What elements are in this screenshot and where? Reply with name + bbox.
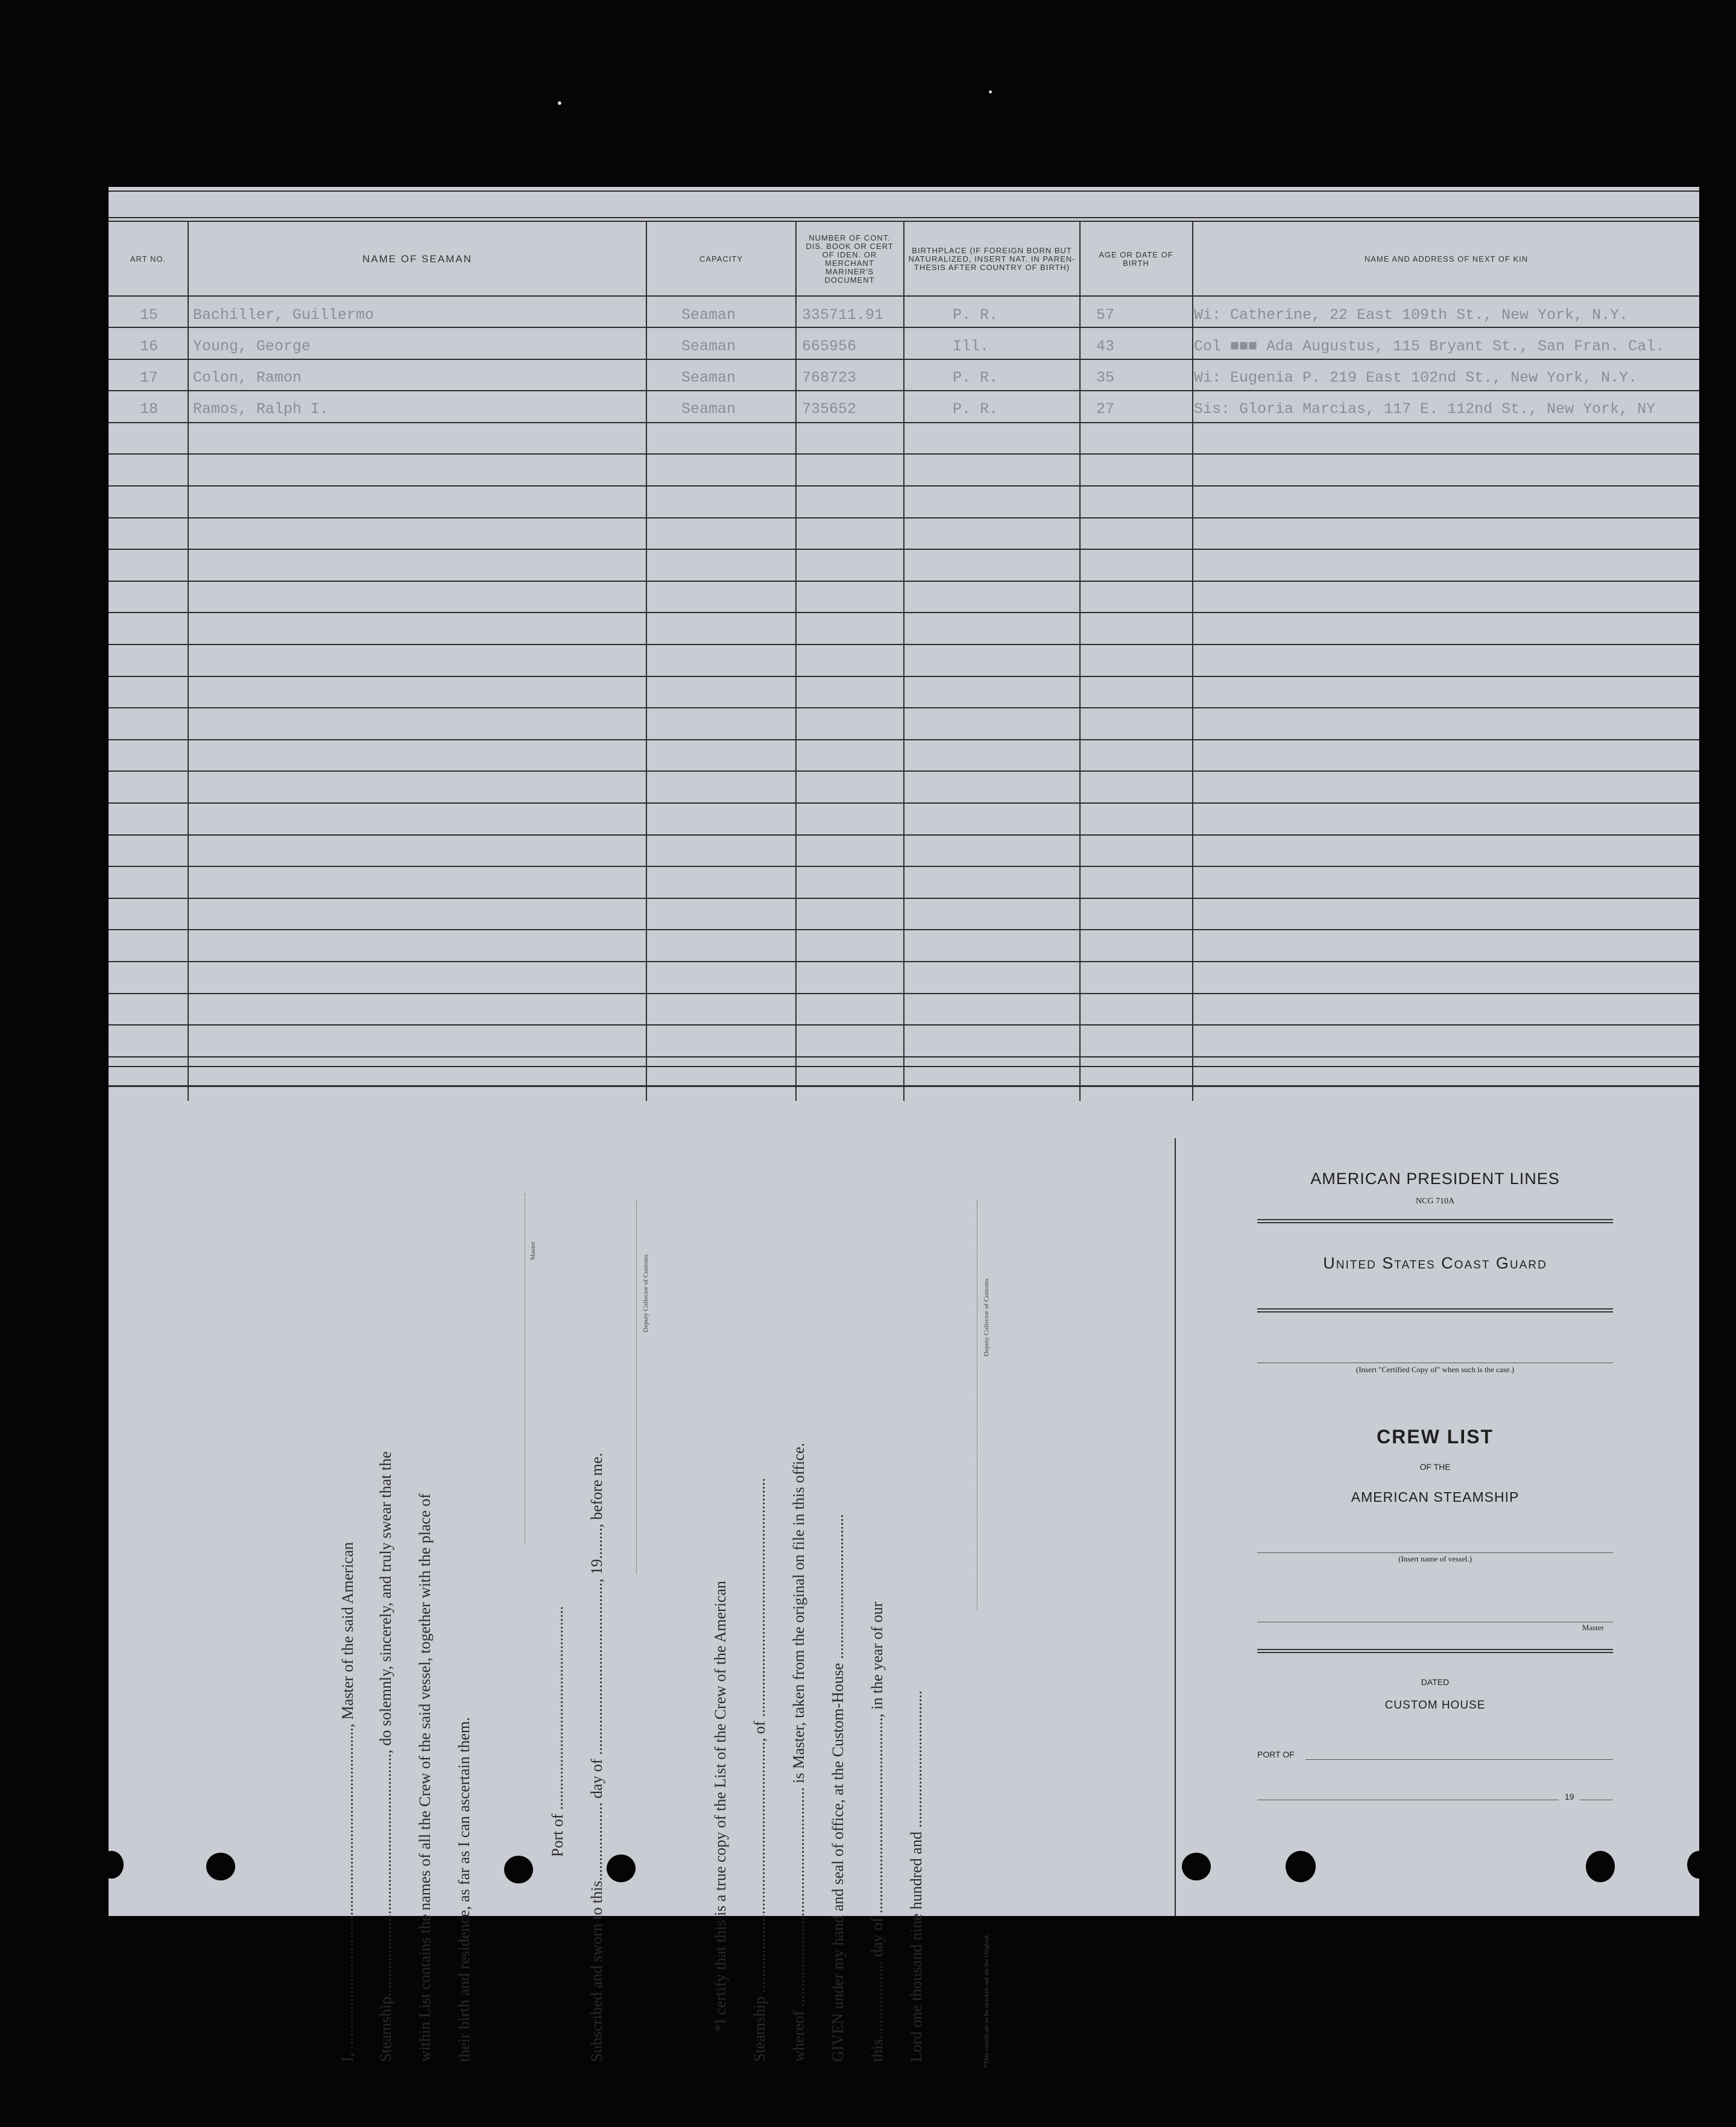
row-rule [109,739,1699,740]
dust-speck [989,90,992,93]
certificate-line-3: whereof ........................................................ is Master, taken from the original on file in this office. [790,1443,807,2062]
document-cell: 335711.91 [802,306,884,324]
age-cell: 27 [1096,400,1115,418]
row-rule [109,929,1699,930]
certificate-line-5: this.................... day of .................................................., in the year of our [868,1601,886,2062]
age-cell: 43 [1096,338,1115,355]
row-rule [109,517,1699,518]
punch-hole [1687,1851,1711,1879]
next-of-kin-cell: Wi: Eugenia P. 219 East 102nd St., New York, N.Y. [1194,369,1638,386]
birthplace-cell: P. R. [953,369,999,386]
next-of-kin-cell: Wi: Catherine, 22 East 109th St., New York, N.Y. [1194,306,1629,324]
capacity-cell: Seaman [681,400,736,418]
master-label: Master [529,1241,537,1260]
dated-label: DATED [1421,1677,1450,1687]
header-name: NAME OF SEAMAN [362,253,472,265]
birthplace-cell: P. R. [953,306,999,324]
row-rule [109,485,1699,487]
document-cell: 735652 [802,400,857,418]
document-title: CREW LIST [1377,1426,1494,1448]
deputy-collector-label: Deputy Collector of Customs [983,1278,990,1357]
header-art-no: ART NO. [130,254,166,263]
art-no-cell: 18 [140,400,159,418]
next-of-kin-cell: Sis: Gloria Marcias, 117 E. 112nd St., New York, NY [1194,400,1656,418]
certificate-line-6: Lord one thousand nine hundred and ................................... [907,1691,925,2062]
punch-hole [206,1853,235,1880]
dust-speck [558,101,561,105]
punch-hole [1182,1853,1211,1880]
row-rule [109,834,1699,836]
row-rule [109,549,1699,550]
punch-hole [1286,1851,1316,1882]
row-rule [109,1056,1699,1057]
custom-house-label: CUSTOM HOUSE [1384,1699,1486,1712]
row-rule [109,453,1699,455]
row-rule [109,707,1699,708]
header-capacity: CAPACITY [699,254,743,263]
company-name: AMERICAN PRESIDENT LINES [1310,1170,1560,1188]
certificate-line-1: *I certify that this is a true copy of the List of the Crew of the American [712,1581,729,2032]
crew-list-document [109,187,1699,2068]
seaman-name-cell: Ramos, Ralph I. [193,400,329,418]
row-rule [109,327,1699,328]
row-rule [109,993,1699,994]
row-rule [109,390,1699,391]
capacity-cell: Seaman [681,306,736,324]
row-rule [109,612,1699,613]
oath-line-2: Steamship.............................................................., do solemnly, sincerely, and truly swear that the [377,1451,394,2062]
document-subtitle: AMERICAN STEAMSHIP [1351,1489,1520,1505]
deputy-collector-label: Deputy Collector of Customs [642,1254,649,1332]
age-cell: 35 [1096,369,1115,386]
capacity-cell: Seaman [681,369,736,386]
port-of-line: Port of .................................................... [549,1606,566,1857]
row-rule [109,581,1699,582]
row-rule [109,359,1699,360]
header-birthplace: BIRTHPLACE (IF FOREIGN BORN BUT NATURALIZED, INSERT NAT. IN PAREN-THESIS AFTER COUNTRY OF BIRTH) [908,246,1076,272]
year-prefix: 19 [1565,1792,1574,1801]
header-age: AGE OR DATE OF BIRTH [1099,250,1173,268]
seaman-name-cell: Young, George [193,338,311,355]
row-rule [109,644,1699,645]
of-the-label: OF THE [1419,1462,1451,1472]
row-rule [109,866,1699,867]
document-cell: 665956 [802,338,857,355]
certificate-line-2: Steamship ................................................................, of ............................................................. [751,1478,768,2062]
seaman-name-cell: Colon, Ramon [193,369,302,386]
row-rule [109,898,1699,899]
next-of-kin-cell: Col ■■■ Ada Augustus, 115 Bryant St., San Fran. Cal. [1194,338,1665,355]
oath-line-4: their birth and residence, as far as I can ascertain them. [455,1717,473,2062]
age-cell: 57 [1096,306,1115,324]
header-kin: NAME AND ADDRESS OF NEXT OF KIN [1364,254,1529,263]
capacity-cell: Seaman [681,338,736,355]
seaman-name-cell: Bachiller, Guillermo [193,306,374,324]
art-no-cell: 15 [140,306,159,324]
punch-hole [1586,1851,1615,1882]
agency-name: United States Coast Guard [1323,1254,1547,1272]
oath-line-3: within List contains the names of all the Crew of the said vessel, together with the place of [416,1493,434,2062]
insert-certified-copy-note: (Insert "Certified Copy of" when such is the case.) [1356,1365,1515,1374]
row-rule [109,1024,1699,1026]
birthplace-cell: Ill. [953,338,990,355]
row-rule [109,422,1699,423]
certificate-line-4: GIVEN under my hand and seal of office, at the Custom-House ..................................... [829,1514,847,2062]
punch-hole [504,1856,533,1883]
insert-vessel-note: (Insert name of vessel.) [1398,1554,1472,1563]
punch-hole [607,1854,636,1882]
port-of-label: PORT OF [1257,1750,1295,1759]
master-label: Master [1582,1623,1604,1632]
art-no-cell: 17 [140,369,159,386]
certificate-footnote: *This certificate to be stricken out on the Original. [983,1933,990,2068]
row-rule [109,802,1699,804]
form-number: NCG 710A [1415,1197,1455,1206]
row-rule [109,961,1699,962]
row-rule [109,676,1699,677]
punch-hole [99,1851,124,1879]
subscribed-line: Subscribed and sworn to this.................... day of ............................................, 19........, before me. [588,1452,605,2062]
document-cell: 768723 [802,369,857,386]
oath-line-1: I, .................................................................................., Master of the said American [339,1542,356,2062]
birthplace-cell: P. R. [953,400,999,418]
header-document: NUMBER OF CONT. DIS. BOOK OR CERT OF IDEN. OR MERCHANT MARINER'S DOCUMENT [806,233,894,285]
row-rule [109,770,1699,772]
art-no-cell: 16 [140,338,159,355]
